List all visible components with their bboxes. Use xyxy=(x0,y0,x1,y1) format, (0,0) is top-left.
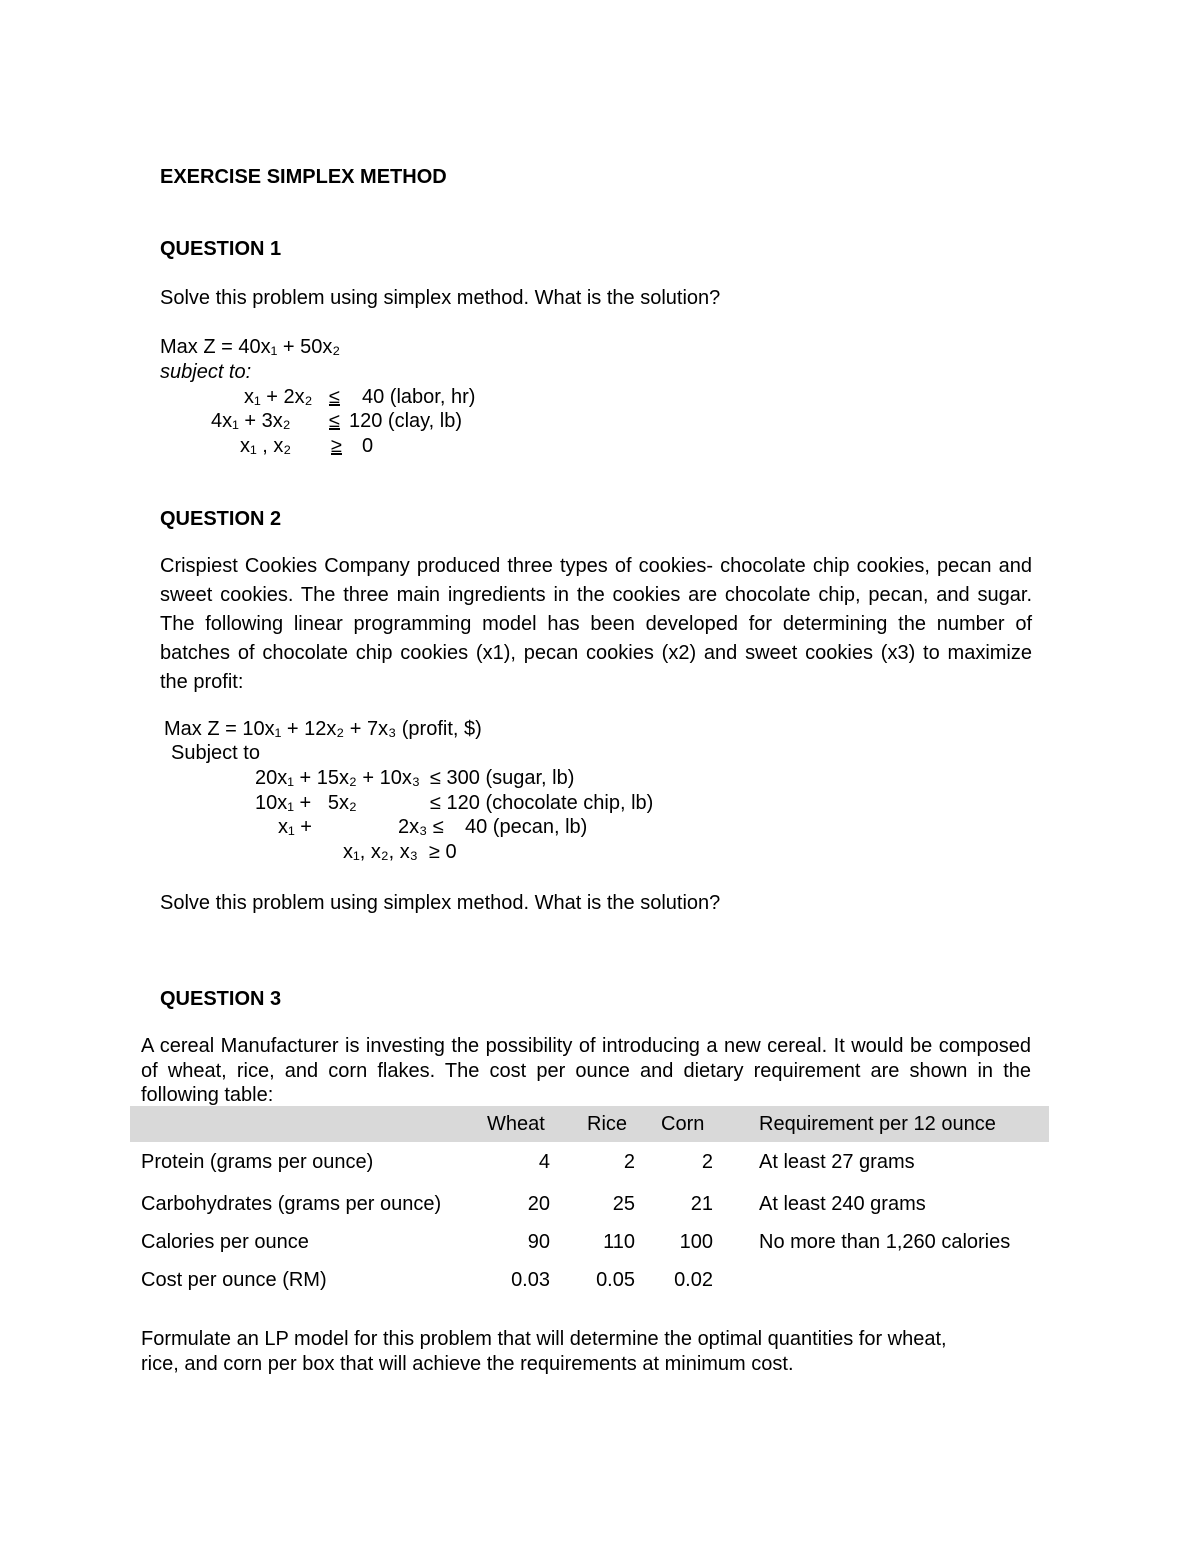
question-1-prompt: Solve this problem using simplex method. What is the solution? xyxy=(160,287,721,309)
row-protein-rice: 2 xyxy=(623,1151,635,1173)
row-carbohydrates-requirement: At least 240 grams xyxy=(759,1193,926,1215)
question-2-paragraph: Crispiest Cookies Company produced three types of cookies- chocolate chip cookies, pecan and sweet cookies. The three main ingredients in the cookies are chocolate chip, pecan, and sugar. The following linear programming model has been developed for determining the number of batches of chocolate chip cookies (x1), pecan cookies (x2) and sweet cookies (x3) to maximize the profit: xyxy=(160,555,1032,693)
row-carbohydrates-label: Carbohydrates (grams per ounce) xyxy=(141,1193,442,1215)
row-calories-wheat: 90 xyxy=(527,1231,550,1253)
q1-constraint-3-symbol: ≥ xyxy=(331,435,342,457)
q1-constraint-3-lhs: x₁ , x₂ xyxy=(240,435,292,457)
row-cost-rice: 0.05 xyxy=(596,1269,635,1291)
question-3-closing-line-1: Formulate an LP model for this problem that will determine the optimal quantities for wheat, xyxy=(141,1328,947,1350)
table-header-row xyxy=(130,1106,1049,1142)
row-calories-rice: 110 xyxy=(603,1231,635,1253)
row-cost-wheat: 0.03 xyxy=(511,1269,550,1291)
header-corn: Corn xyxy=(661,1113,705,1135)
q2-nonnegativity: x₁, x₂, x₃ ≥ 0 xyxy=(343,841,457,863)
question-1-heading: QUESTION 1 xyxy=(160,238,282,260)
row-protein-wheat: 4 xyxy=(538,1151,550,1173)
q2-constraint-1-lhs: 20x₁ + 15x₂ + 10x₃ xyxy=(255,767,420,789)
header-rice: Rice xyxy=(587,1113,628,1135)
question-3-paragraph: A cereal Manufacturer is investing the possibility of introducing a new cereal. It would be composed of wheat, rice, and corn flakes. The cost per ounce and dietary requirement are shown in the following table: xyxy=(141,1035,1031,1106)
row-carbohydrates-wheat: 20 xyxy=(527,1193,550,1215)
q1-constraint-1-lhs: x₁ + 2x₂ xyxy=(244,386,313,408)
q1-constraint-1-symbol: ≤ xyxy=(329,386,340,408)
row-protein-corn: 2 xyxy=(701,1151,713,1173)
q1-constraint-3-rhs: 0 xyxy=(362,435,374,457)
q2-constraint-3-rhs: 40 (pecan, lb) xyxy=(465,816,588,838)
q2-constraint-2-rhs: ≤ 120 (chocolate chip, lb) xyxy=(430,792,654,814)
row-cost-corn: 0.02 xyxy=(674,1269,713,1291)
row-calories-label: Calories per ounce xyxy=(141,1231,309,1253)
row-carbohydrates-rice: 25 xyxy=(612,1193,635,1215)
row-calories-requirement: No more than 1,260 calories xyxy=(759,1231,1011,1253)
question-2-subject-to: Subject to xyxy=(171,742,260,764)
row-calories-corn: 100 xyxy=(679,1231,713,1253)
page-title: EXERCISE SIMPLEX METHOD xyxy=(160,166,447,188)
row-cost-label: Cost per ounce (RM) xyxy=(141,1269,327,1291)
q2-constraint-3-part-b: 2x₃ ≤ xyxy=(398,816,444,838)
row-protein-label: Protein (grams per ounce) xyxy=(141,1151,374,1173)
q1-constraint-1-rhs: 40 (labor, hr) xyxy=(362,386,476,408)
q1-constraint-2-symbol: ≤ xyxy=(329,410,340,432)
question-2-objective: Max Z = 10x₁ + 12x₂ + 7x₃ (profit, $) xyxy=(164,718,482,740)
q2-constraint-1-rhs: ≤ 300 (sugar, lb) xyxy=(430,767,575,789)
row-protein-requirement: At least 27 grams xyxy=(759,1151,915,1173)
question-1-subject-to: subject to: xyxy=(160,361,252,383)
question-1-objective: Max Z = 40x₁ + 50x₂ xyxy=(160,336,341,358)
q2-constraint-2-lhs: 10x₁ + 5x₂ xyxy=(255,792,357,814)
q2-constraint-3-part-a: x₁ + xyxy=(278,816,312,838)
q1-constraint-2-lhs: 4x₁ + 3x₂ xyxy=(211,410,291,432)
header-wheat: Wheat xyxy=(487,1113,545,1135)
header-requirement: Requirement per 12 ounce xyxy=(759,1113,996,1135)
row-carbohydrates-corn: 21 xyxy=(690,1193,713,1215)
question-3-closing-line-2: rice, and corn per box that will achieve the requirements at minimum cost. xyxy=(141,1353,794,1375)
question-2-prompt: Solve this problem using simplex method. What is the solution? xyxy=(160,892,721,914)
q1-constraint-2-rhs: 120 (clay, lb) xyxy=(349,410,463,432)
question-3-heading: QUESTION 3 xyxy=(160,988,282,1010)
question-2-heading: QUESTION 2 xyxy=(160,508,282,530)
